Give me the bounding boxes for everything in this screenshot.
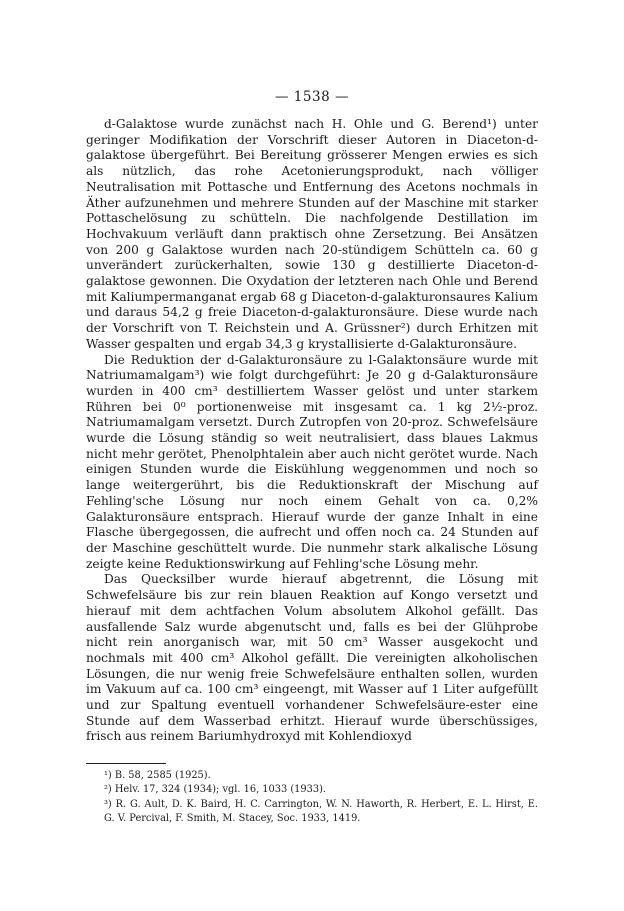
footnotes — [86, 769, 538, 826]
footnote-2: ²) Helv. 17, 324 (1934); vgl. 16, 1033 (1933). — [104, 784, 327, 796]
footnote-divider — [86, 763, 166, 764]
footnote-3: ³) R. G. Ault, D. K. Baird, H. C. Carrington, W. N. Haworth, R. Herbert, E. L. Hirst, E. G. V. Percival, F. Smith, M. Stacey, Soc. 1933, 1419. — [104, 798, 538, 824]
paragraph-2: Die Reduktion der d-Galakturonsäure zu l-Galaktonsäure wurde mit Natriumamalgam³) wie folgt durchgeführt: Je 20 g d-Galakturonsäure wurden in 400 cm³ destilliertem Wasser gelöst und unter starkem Rühren bei 0⁰ portionenweise mit insgesamt ca. 1 kg 2½-proz. Natriumamalgam versetzt. Durch Zutropfen von 20-proz. Schwefelsäure wurde die Lösung ständig so weit neutralisiert, dass blaues Lakmus nicht mehr gerötet, Phenolphtalein aber auch nicht gerötet wurde. Nach einigen Stunden wurde die Eiskühlung weggenommen und noch so lange weitergerührt, bis die Reduktionskraft der Mischung auf Fehling'sche Lösung nur noch einem Gehalt von ca. 0,2% Galakturonsäure entsprach. Hierauf wurde der ganze Inhalt in eine Flasche übergegossen, die aufrecht und offen noch ca. 24 Stunden auf der Maschine geschüttelt wurde. Die nunmehr stark alkalische Lösung zeigte keine Reduktionswirkung auf Fehling'sche Lösung mehr. — [86, 352, 538, 571]
page-number: — 1538 — — [275, 89, 349, 105]
paragraph-1: d-Galaktose wurde zunächst nach H. Ohle und G. Berend¹) unter geringer Modifikation der Vorschrift dieser Autoren in Diaceton-d-galaktose übergeführt. Bei Bereitung grösserer Mengen erwies es sich als nützlich, das rohe Acetonierungsprodukt, nach völliger Neutralisation mit Pottasche und Entfernung des Acetons nochmals in Äther aufzunehmen und mehrere Stunden auf der Maschine mit starker Pottaschelösung zu schütteln. Die nachfolgende Destillation im Hochvakuum verläuft dann praktisch ohne Zersetzung. Bei Ansätzen von 200 g Galaktose wurden nach 20-stündigem Schütteln ca. 60 g unverändert zurückerhalten, sowie 130 g destillierte Diaceton-d-galaktose gewonnen. Die Oxydation der letzteren nach Ohle und Berend mit Kaliumpermanganat ergab 68 g Diaceton-d-galakturonsaures Kalium und daraus 54,2 g freie Diaceton-d-galakturonsäure. Diese wurde nach der Vorschrift von T. Reichstein und A. Grüssner²) durch Erhitzen mit Wasser gespalten und ergab 34,3 g krystallisierte d-Galakturonsäure. — [86, 117, 538, 351]
paragraph-3: Das Quecksilber wurde hierauf abgetrennt, die Lösung mit Schwefelsäure bis zur rein blauen Reaktion auf Kongo versetzt und hierauf mit dem achtfachen Volum absolutem Alkohol gefällt. Das ausfallende Salz wurde abgenutscht und, falls es bei der Glühprobe nicht rein anorganisch war, mit 50 cm³ Wasser ausgekocht und nochmals mit 400 cm³ Alkohol gefällt. Die vereinigten alkoholischen Lösungen, die nur wenig freie Schwefelsäure enthalten sollen, wurden im Vakuum auf ca. 100 cm³ eingeengt, mit Wasser auf 1 Liter aufgefüllt und zur Spaltung eventuell vorhandener Schwefelsäure-ester eine Stunde auf dem Wasserbad erhitzt. Hierauf wurde überschüssiges, frisch aus reinem Bariumhydroxyd mit Kohlendioxyd — [86, 572, 538, 744]
footnote-1: ¹) B. 58, 2585 (1925). — [104, 770, 211, 781]
body-text — [86, 117, 538, 745]
